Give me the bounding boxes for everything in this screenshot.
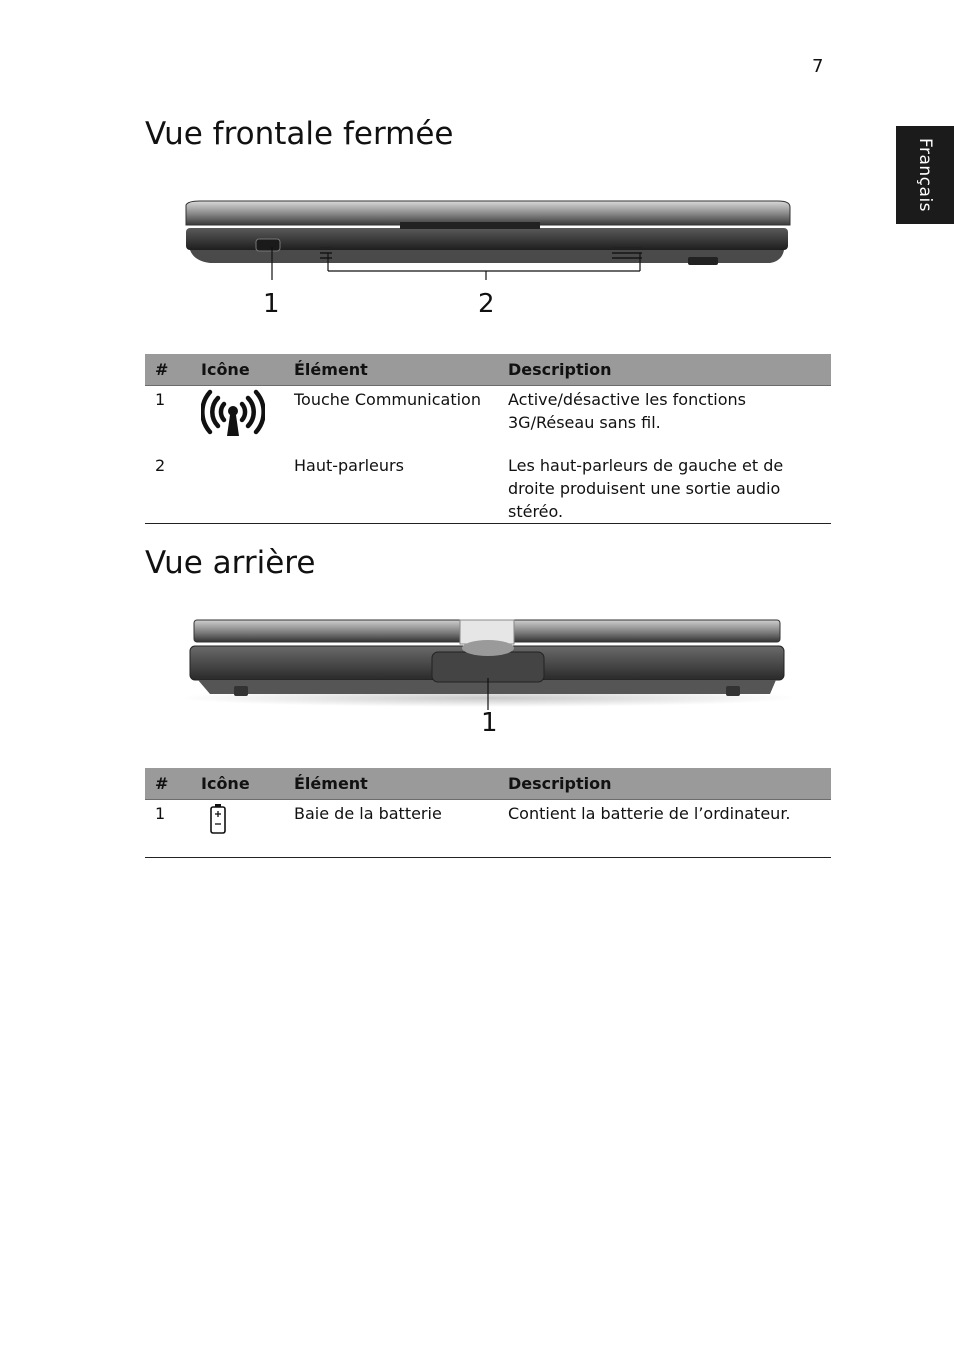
row-number: 1 bbox=[155, 390, 166, 409]
header-icon: Icône bbox=[191, 354, 284, 386]
header-element: Élément bbox=[284, 768, 498, 800]
rear-view-title: Vue arrière bbox=[145, 545, 316, 581]
row-element: Baie de la batterie bbox=[284, 800, 498, 858]
laptop-front-closed-image bbox=[170, 195, 810, 280]
row-description: Active/désactive les fonctions 3G/Réseau sans fil. bbox=[508, 390, 746, 432]
row-element: Touche Communication bbox=[294, 390, 481, 409]
header-number: # bbox=[145, 768, 191, 800]
rear-callout-1: 1 bbox=[481, 708, 498, 738]
row-element: Haut-parleurs bbox=[284, 452, 498, 524]
front-callout-1: 1 bbox=[263, 289, 280, 319]
header-description: Description bbox=[498, 354, 831, 386]
page-number: 7 bbox=[812, 56, 824, 77]
laptop-rear-image bbox=[170, 612, 810, 712]
battery-icon bbox=[203, 802, 235, 838]
header-icon: Icône bbox=[191, 768, 284, 800]
table-row bbox=[145, 800, 831, 858]
rear-view-table bbox=[145, 768, 831, 858]
table-row bbox=[145, 386, 831, 452]
row-description: Les haut-parleurs de gauche et de droite produisent une sortie audio stéréo. bbox=[498, 452, 831, 524]
header-number: # bbox=[145, 354, 191, 386]
table-header-row bbox=[145, 354, 831, 386]
front-view-title: Vue frontale fermée bbox=[145, 116, 454, 152]
front-callout-2: 2 bbox=[478, 289, 495, 319]
header-element: Élément bbox=[284, 354, 498, 386]
row-description: Contient la batterie de l’ordinateur. bbox=[498, 800, 831, 858]
table-header-row bbox=[145, 768, 831, 800]
row-number: 2 bbox=[145, 452, 191, 524]
language-tab bbox=[896, 126, 954, 224]
wireless-communication-icon bbox=[201, 388, 265, 440]
language-tab-label: Français bbox=[915, 137, 935, 213]
row-icon-cell bbox=[191, 452, 284, 524]
row-icon-cell bbox=[191, 386, 284, 452]
header-description: Description bbox=[498, 768, 831, 800]
row-icon-cell bbox=[191, 800, 284, 858]
row-number: 1 bbox=[145, 800, 191, 858]
front-view-table bbox=[145, 354, 831, 524]
table-row bbox=[145, 452, 831, 524]
